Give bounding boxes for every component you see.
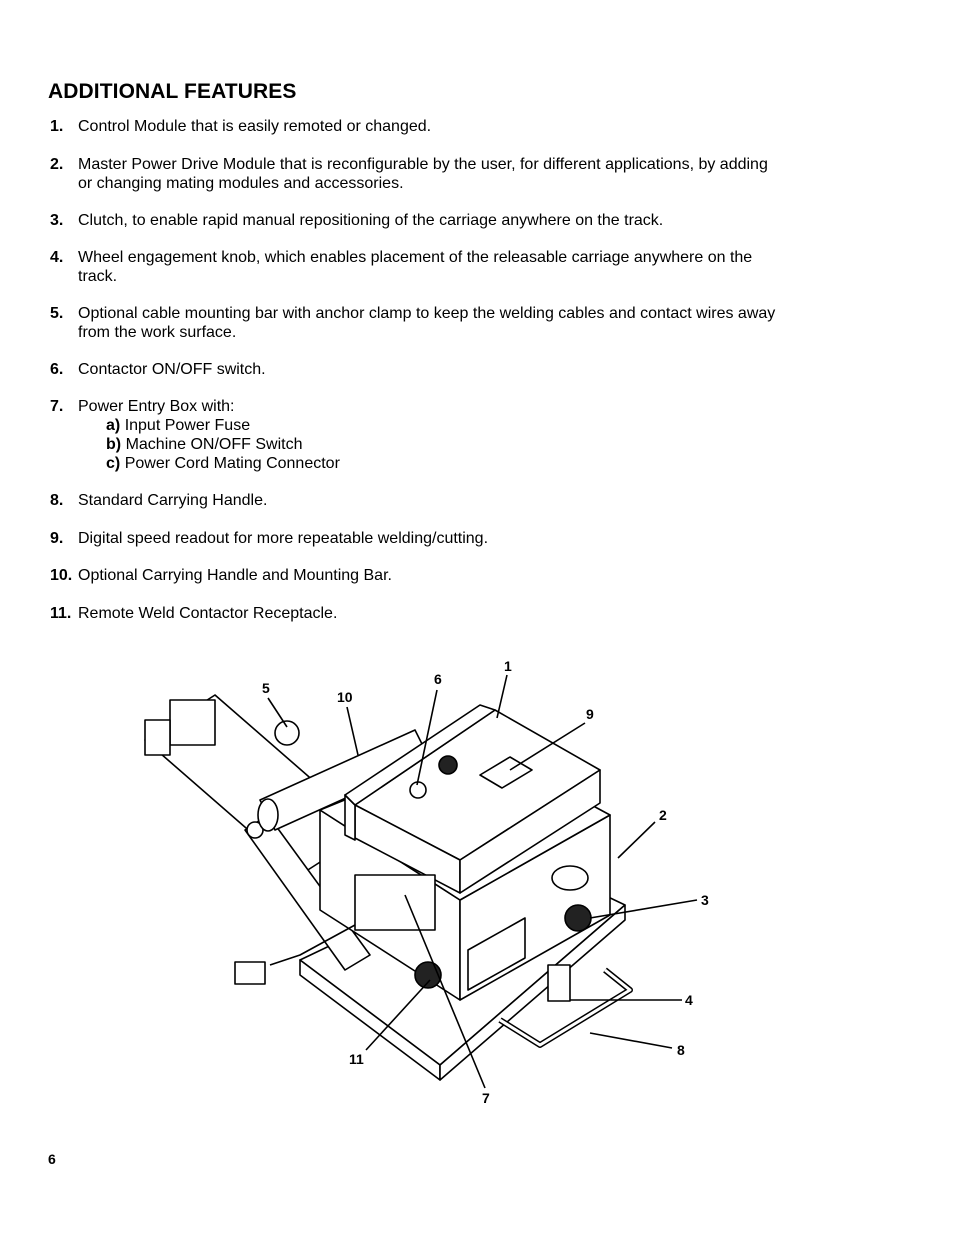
feature-text: Master Power Drive Module that is reconfigurable by the user, for different applications, by adding or changing mating modules and accessories. xyxy=(78,156,768,192)
feature-item-9 xyxy=(50,529,810,548)
feature-item-6 xyxy=(50,360,810,379)
page-number: 6 xyxy=(48,1151,56,1167)
feature-item-8 xyxy=(50,491,810,510)
feature-text: Contactor ON/OFF switch. xyxy=(78,361,266,378)
feature-number: 4. xyxy=(50,249,64,266)
clutch-knob xyxy=(565,905,591,931)
logo-badge xyxy=(552,866,588,890)
callout-5: 5 xyxy=(262,680,270,696)
feature-number: 7. xyxy=(50,398,64,415)
feature-subitem-a xyxy=(106,416,810,435)
feature-number: 10. xyxy=(50,567,73,584)
feature-item-5 xyxy=(50,304,810,342)
contactor-switch xyxy=(410,782,426,798)
feature-text: Remote Weld Contactor Receptacle. xyxy=(78,605,338,622)
feature-text: Control Module that is easily remoted or changed. xyxy=(78,118,432,135)
callout-3: 3 xyxy=(701,892,709,908)
feature-number: 5. xyxy=(50,305,64,322)
feature-item-7 xyxy=(50,397,810,473)
power-entry-box xyxy=(355,875,435,930)
feature-text: Clutch, to enable rapid manual repositioning of the carriage anywhere on the track. xyxy=(78,212,664,229)
leader-5 xyxy=(268,698,287,727)
callout-11: 11 xyxy=(349,1051,364,1067)
subitem-text: Machine ON/OFF Switch xyxy=(125,436,303,453)
machine-diagram xyxy=(120,645,740,1115)
clamp-knob xyxy=(275,721,299,745)
callout-7: 7 xyxy=(482,1090,490,1106)
feature-number: 3. xyxy=(50,212,64,229)
leader-1 xyxy=(497,675,507,718)
feature-text: Optional Carrying Handle and Mounting Bar. xyxy=(78,567,392,584)
wheel-knob xyxy=(548,965,570,1001)
feature-number: 2. xyxy=(50,156,64,173)
feature-number: 11. xyxy=(50,605,72,622)
leader-10 xyxy=(347,707,358,755)
feature-text: Digital speed readout for more repeatable welding/cutting. xyxy=(78,530,489,547)
callout-8: 8 xyxy=(677,1042,685,1058)
callout-1: 1 xyxy=(504,658,512,674)
feature-item-3 xyxy=(50,211,810,230)
callout-9: 9 xyxy=(586,706,594,722)
anchor-clamp xyxy=(170,700,215,745)
leader-2 xyxy=(618,822,655,858)
subitem-letter: b) xyxy=(106,436,122,453)
feature-item-2 xyxy=(50,155,810,193)
page-heading: ADDITIONAL FEATURES xyxy=(48,80,297,103)
callout-4: 4 xyxy=(685,992,693,1008)
feature-number: 6. xyxy=(50,361,64,378)
feature-number: 8. xyxy=(50,492,64,509)
speed-knob xyxy=(439,756,457,774)
feature-subitem-b xyxy=(106,435,810,454)
callout-10: 10 xyxy=(337,689,353,705)
feature-text: Optional cable mounting bar with anchor clamp to keep the welding cables and contact wires away from the work surface. xyxy=(78,305,776,341)
feature-number: 9. xyxy=(50,530,64,547)
subitem-text: Power Cord Mating Connector xyxy=(124,455,340,472)
feature-text: Standard Carrying Handle. xyxy=(78,492,268,509)
feature-subitem-c xyxy=(106,454,810,473)
feature-text: Power Entry Box with: xyxy=(78,398,235,415)
power-plug xyxy=(235,962,265,984)
feature-item-1 xyxy=(50,117,810,136)
feature-text: Wheel engagement knob, which enables placement of the releasable carriage anywhere on the track. xyxy=(78,249,753,285)
feature-item-4 xyxy=(50,248,810,286)
subitem-letter: c) xyxy=(106,455,121,472)
feature-item-11 xyxy=(50,604,810,623)
callout-2: 2 xyxy=(659,807,667,823)
subitem-letter: a) xyxy=(106,417,121,434)
feature-number: 1. xyxy=(50,118,64,135)
subitem-text: Input Power Fuse xyxy=(124,417,251,434)
receptacle xyxy=(415,962,441,988)
tube-end xyxy=(258,799,278,831)
callout-6: 6 xyxy=(434,671,442,687)
feature-item-10 xyxy=(50,566,810,585)
leader-8 xyxy=(590,1033,672,1048)
